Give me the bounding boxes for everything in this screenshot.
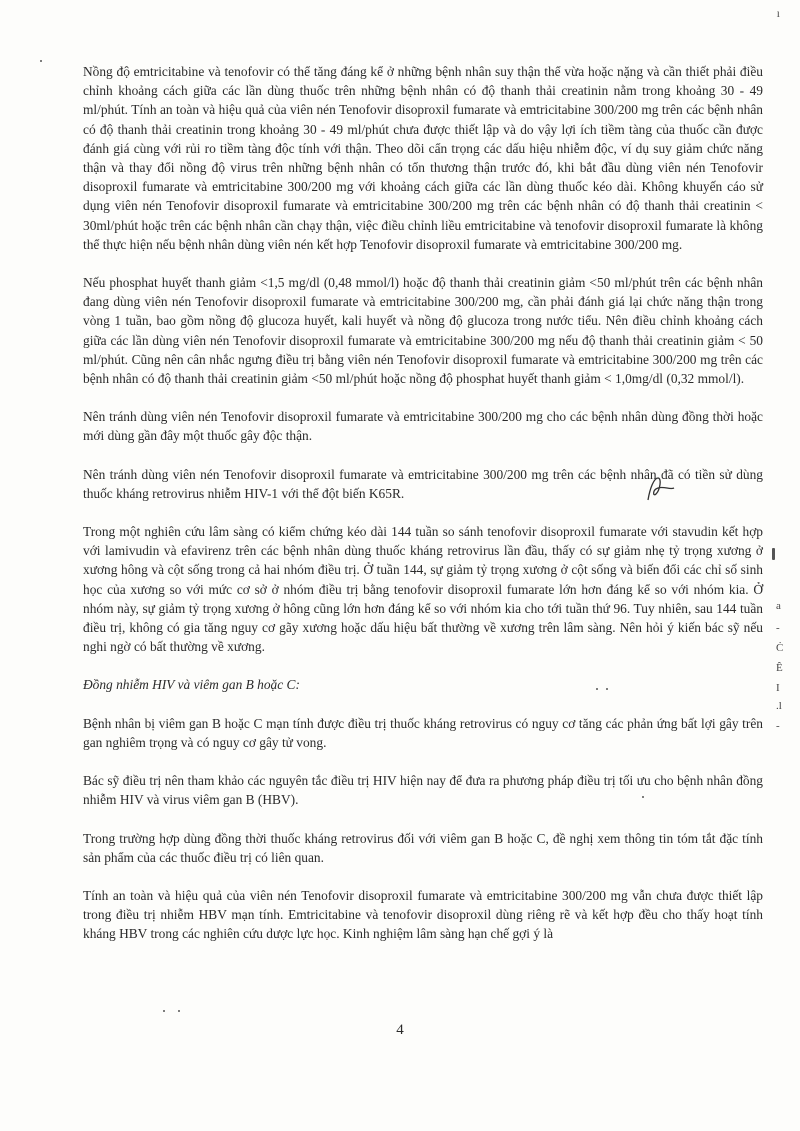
scan-speck bbox=[163, 1010, 165, 1012]
scan-speck bbox=[642, 796, 644, 798]
margin-scan-mark bbox=[772, 548, 775, 560]
paragraph-renal-dosing: Nồng độ emtricitabine và tenofovir có thể tăng đáng kể ở những bệnh nhân suy thận thể vừa hoặc nặng và cần thiết phải điều chỉnh khoảng cách giữa các lần dùng thuốc trên những bệnh nhân có độ thanh thải creatinin nằm trong khoảng 30 - 49 ml/phút. Tính an toàn và hiệu quả của viên nén Tenofovir disoproxil fumarate và emtricitabine 300/200 mg trên các bệnh nhân có độ thanh thải creatinin trong khoảng 30 - 49 ml/phút chưa được thiết lập và do vậy lợi ích tiềm tàng của thuốc cần được đánh giá cùng với rủi ro tiềm tàng độc tính với thận. Theo dõi cẩn trọng các dấu hiệu nhiễm độc, ví dụ suy giảm chức năng thận và thay đổi nồng độ virus trên những bệnh nhân có tổn thương thận trước đó, khi bắt đầu dùng viên nén Tenofovir disoproxil fumarate và emtricitabine 300/200 mg với khoảng cách giữa các lần dùng thuốc kéo dài. Không khuyến cáo sử dụng viên nén Tenofovir disoproxil fumarate và emtricitabine 300/200 mg trên các bệnh nhân có độ thanh thải creatinin < 30ml/phút hoặc trên các bệnh nhân cần chạy thận, việc điều chỉnh liều emtricitabine và tenofovir disoproxil fumarate là không thể thực hiện nếu bệnh nhân dùng viên nén kết hợp Tenofovir disoproxil fumarate và emtricitabine 300/200 mg. bbox=[83, 64, 763, 252]
paragraph-guidelines: Bác sỹ điều trị nên tham khảo các nguyên tắc điều trị HIV hiện nay để đưa ra phương pháp điều trị tối ưu cho bệnh nhân đồng nhiễm HIV và virus viêm gan B (HBV). bbox=[83, 773, 763, 808]
scan-speck bbox=[40, 60, 42, 62]
paragraph-nephrotoxic: Nên tránh dùng viên nén Tenofovir disoproxil fumarate và emtricitabine 300/200 mg cho các bệnh nhân dùng đồng thời hoặc mới dùng gần đây một thuốc gây độc thận. bbox=[83, 409, 763, 444]
paragraph-phosphate: Nếu phosphat huyết thanh giảm <1,5 mg/dl (0,48 mmol/l) hoặc độ thanh thải creatinin giảm <50 ml/phút trên các bệnh nhân đang dùng viên nén Tenofovir disoproxil fumarate và emtricitabine 300/200 mg, cần phải đánh giá lại chức năng thận trong vòng 1 tuần, bao gồm nồng độ glucoza huyết, kali huyết và nồng độ glucoza trong nước tiểu. Nên điều chỉnh khoảng cách giữa các lần dùng viên nén Tenofovir disoproxil fumarate và emtricitabine 300/200 mg nếu độ thanh thải creatinin giảm < 50 ml/phút. Cũng nên cân nhắc ngưng điều trị bằng viên nén Tenofovir disoproxil fumarate và emtricitabine 300/200 mg trên các bệnh nhân có độ thanh thải creatinin giảm <50 ml/phút hoặc nồng độ phosphat huyết thanh giảm < 1,0mg/dl (0,32 mmol/l). bbox=[83, 275, 763, 387]
paragraph-hbv-safety: Tính an toàn và hiệu quả của viên nén Tenofovir disoproxil fumarate và emtricitabine 300/200 mg vẫn chưa được thiết lập trong điều trị nhiễm HBV mạn tính. Emtricitabine và tenofovir disoproxil dùng riêng rẽ và kết hợp đều cho thấy hoạt tính kháng HBV trong các nghiên cứu dược lực học. Kinh nghiệm lâm sàng hạn chế gợi ý là bbox=[83, 887, 763, 942]
margin-scan-mark: - bbox=[776, 720, 780, 732]
scan-speck bbox=[606, 688, 608, 690]
scan-speck bbox=[178, 1010, 180, 1012]
paragraph-coadministration: Trong trường hợp dùng đồng thời thuốc kháng retrovirus đối với viêm gan B hoặc C, đề nghị xem thông tin tóm tắt đặc tính sản phẩm của các thuốc điều trị có liên quan. bbox=[83, 830, 763, 865]
margin-scan-mark: I bbox=[776, 682, 780, 694]
margin-scan-mark: Ê bbox=[776, 662, 783, 674]
margin-scan-mark: .l bbox=[776, 700, 782, 712]
margin-scan-mark: a bbox=[776, 600, 781, 612]
handwritten-initial-mark bbox=[640, 470, 680, 510]
scan-speck bbox=[596, 688, 598, 690]
margin-scan-mark: - bbox=[776, 622, 780, 634]
margin-scan-mark: Ċ bbox=[776, 642, 784, 654]
page-number: 4 bbox=[396, 1022, 404, 1038]
paragraph-k65r: Nên tránh dùng viên nén Tenofovir disoproxil fumarate và emtricitabine 300/200 mg trên các bệnh nhân đã có tiền sử dùng thuốc kháng retrovirus nhiễm HIV-1 với thể đột biến K65R. bbox=[83, 466, 763, 501]
document-body bbox=[83, 62, 763, 963]
section-heading-coinfection: Đồng nhiễm HIV và viêm gan B hoặc C: bbox=[83, 677, 300, 693]
paragraph-bone-density: Trong một nghiên cứu lâm sàng có kiểm chứng kéo dài 144 tuần so sánh tenofovir disoproxil fumarate với stavudin kết hợp với lamivudin và efavirenz trên các bệnh nhân dùng thuốc kháng retrovirus lần đầu, thấy có sự giảm nhẹ tỷ trọng xương ở xương hông và cột sống trong cả hai nhóm điều trị. Ở tuần 144, sự giảm tỷ trọng xương ở cột sống và biến đổi các chỉ số sinh học của xương so với mức cơ sở ở nhóm điều trị bằng tenofovir disoproxil fumarate lớn hơn đáng kể so với nhóm kia. Ở nhóm này, sự giảm tỷ trọng xương ở hông cũng lớn hơn đáng kể so với nhóm kia cho tới tuần thứ 96. Tuy nhiên, sau 144 tuần điều trị, không có gia tăng nguy cơ gãy xương hoặc dấu hiệu bất thường về xương trên lâm sàng. Nên hỏi ý kiến bác sỹ nếu nghi ngờ có bất thường về xương. bbox=[83, 524, 763, 655]
corner-mark: ı bbox=[776, 6, 780, 20]
paragraph-hepatic-risk: Bệnh nhân bị viêm gan B hoặc C mạn tính được điều trị thuốc kháng retrovirus có nguy cơ tăng các phản ứng bất lợi gây trên gan nghiêm trọng và có nguy cơ gây tử vong. bbox=[83, 715, 763, 750]
